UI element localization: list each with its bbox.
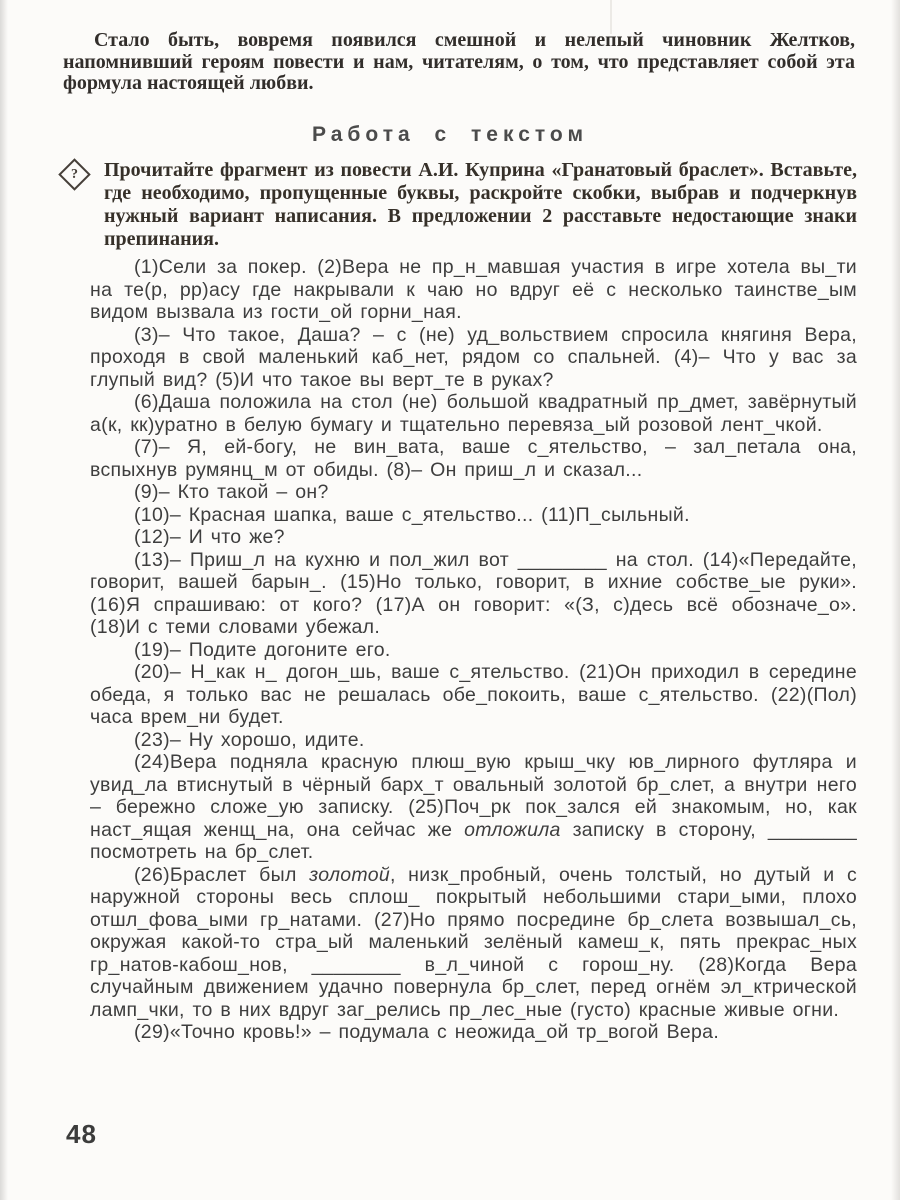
- text-paragraph: (24)Вера подняла красную плюш_вую крыш_чку юв_лирного футляра и увид_ла втиснутый в чёрный барх_т овальный золотой бр_слет, а внутри него – бережно сложе_ую записку. (25)Поч_рк пок_зался ей знакомым, но, как наст_ящая женщ_на, она сейчас же отложила записку в сторону, ________ посмотреть на бр_слет.: [90, 751, 857, 863]
- text-paragraph: (19)– Подите догоните его.: [134, 638, 391, 661]
- text-paragraph: (1)Сели за покер. (2)Вера не пр_н_мавшая участия в игре хотела вы_ти на те(р, рр)асу где накрывали к чаю но вдруг её с несколько таинстве_ым видом вызвала из гости_ой горни_ная.: [90, 256, 857, 323]
- text-paragraph: (26)Браслет был золотой, низк_пробный, очень толстый, но дутый и с наружной стороны весь сплош_ покрытый небольшими стари_ыми, плохо отшл_фова_ыми гр_натами. (27)Но прямо посредине бр_слета возвышал_сь, окружая какой-то стра_ый маленький зелёный камеш_к, пять прекрас_ных гр_натов-кабош_нов, ________ в_л_чиной с горош_ну. (28)Когда Вера случайным движением удачно повернула бр_слет, перед огнём эл_ктрической ламп_чки, то в них вдруг заг_релись пр_лес_ные (густо) красные живые огни.: [90, 863, 857, 1021]
- task-block: [60, 159, 857, 251]
- text-paragraph: (9)– Кто такой – он?: [134, 481, 329, 503]
- question-diamond-icon: [58, 158, 91, 191]
- exercise-text: [90, 256, 857, 1044]
- text-paragraph: (13)– Приш_л на кухню и пол_жил вот ________ на стол. (14)«Передайте, говорит, вашей барын_. (15)Но только, говорит, в ихние собстве_ые руки». (16)Я спрашиваю: от кого? (17)А он говорит: «(З, с)десь всё обозначе_о». (18)И с теми словами убежал.: [90, 548, 857, 638]
- section-title: Работа с текстом: [312, 123, 588, 146]
- text-paragraph: (10)– Красная шапка, ваше с_ятельство... (11)П_сыльный.: [134, 503, 690, 526]
- question-mark-glyph: ?: [71, 166, 78, 182]
- scan-edge-left: [0, 0, 8, 1200]
- text-paragraph: (29)«Точно кровь!» – подумала с неожида_ой тр_вогой Вера.: [134, 1021, 720, 1043]
- text-paragraph: (23)– Ну хорошо, идите.: [134, 728, 365, 751]
- task-instruction: Прочитайте фрагмент из повести А.И. Куприна «Гранатовый браслет». Вставьте, где необходимо, пропущенные буквы, раскройте скобки, выбрав и подчеркнув нужный вариант написания. В предложении 2 расставьте недостающие знаки препинания.: [104, 159, 857, 250]
- text-paragraph: (7)– Я, ей-богу, не вин_вата, ваше с_ятельство, – зал_петала она, вспыхнув румянц_м от обиды. (8)– Он приш_л и сказал...: [90, 436, 857, 481]
- text-paragraph: (6)Даша положила на стол (не) большой квадратный пр_дмет, завёрнутый а(к, кк)уратно в белую бумагу и тщательно перевяза_ый розовой лент_чкой.: [90, 391, 857, 436]
- intro-paragraph: Стало быть, вовремя появился смешной и нелепый чиновник Желтков, напомнивший героям повести и нам, читателям, о том, что представляет собой эта формула настоящей любви.: [63, 29, 855, 94]
- scan-edge-right: [891, 0, 900, 1200]
- text-paragraph: (12)– И что же?: [134, 526, 285, 548]
- text-paragraph: (3)– Что такое, Даша? – с (не) уд_вольствием спросила княгиня Вера, проходя в свой маленький каб_нет, рядом со спальней. (4)– Что у вас за глупый вид? (5)И что такое вы верт_те в руках?: [90, 323, 857, 391]
- page-number: 48: [66, 1119, 97, 1149]
- text-paragraph: (20)– Н_как н_ догон_шь, ваше с_ятельство. (21)Он приходил в середине обеда, я только вас не решалась обе_покоить, ваше с_ятельство. (22)(Пол) часа врем_ни будет.: [90, 661, 857, 728]
